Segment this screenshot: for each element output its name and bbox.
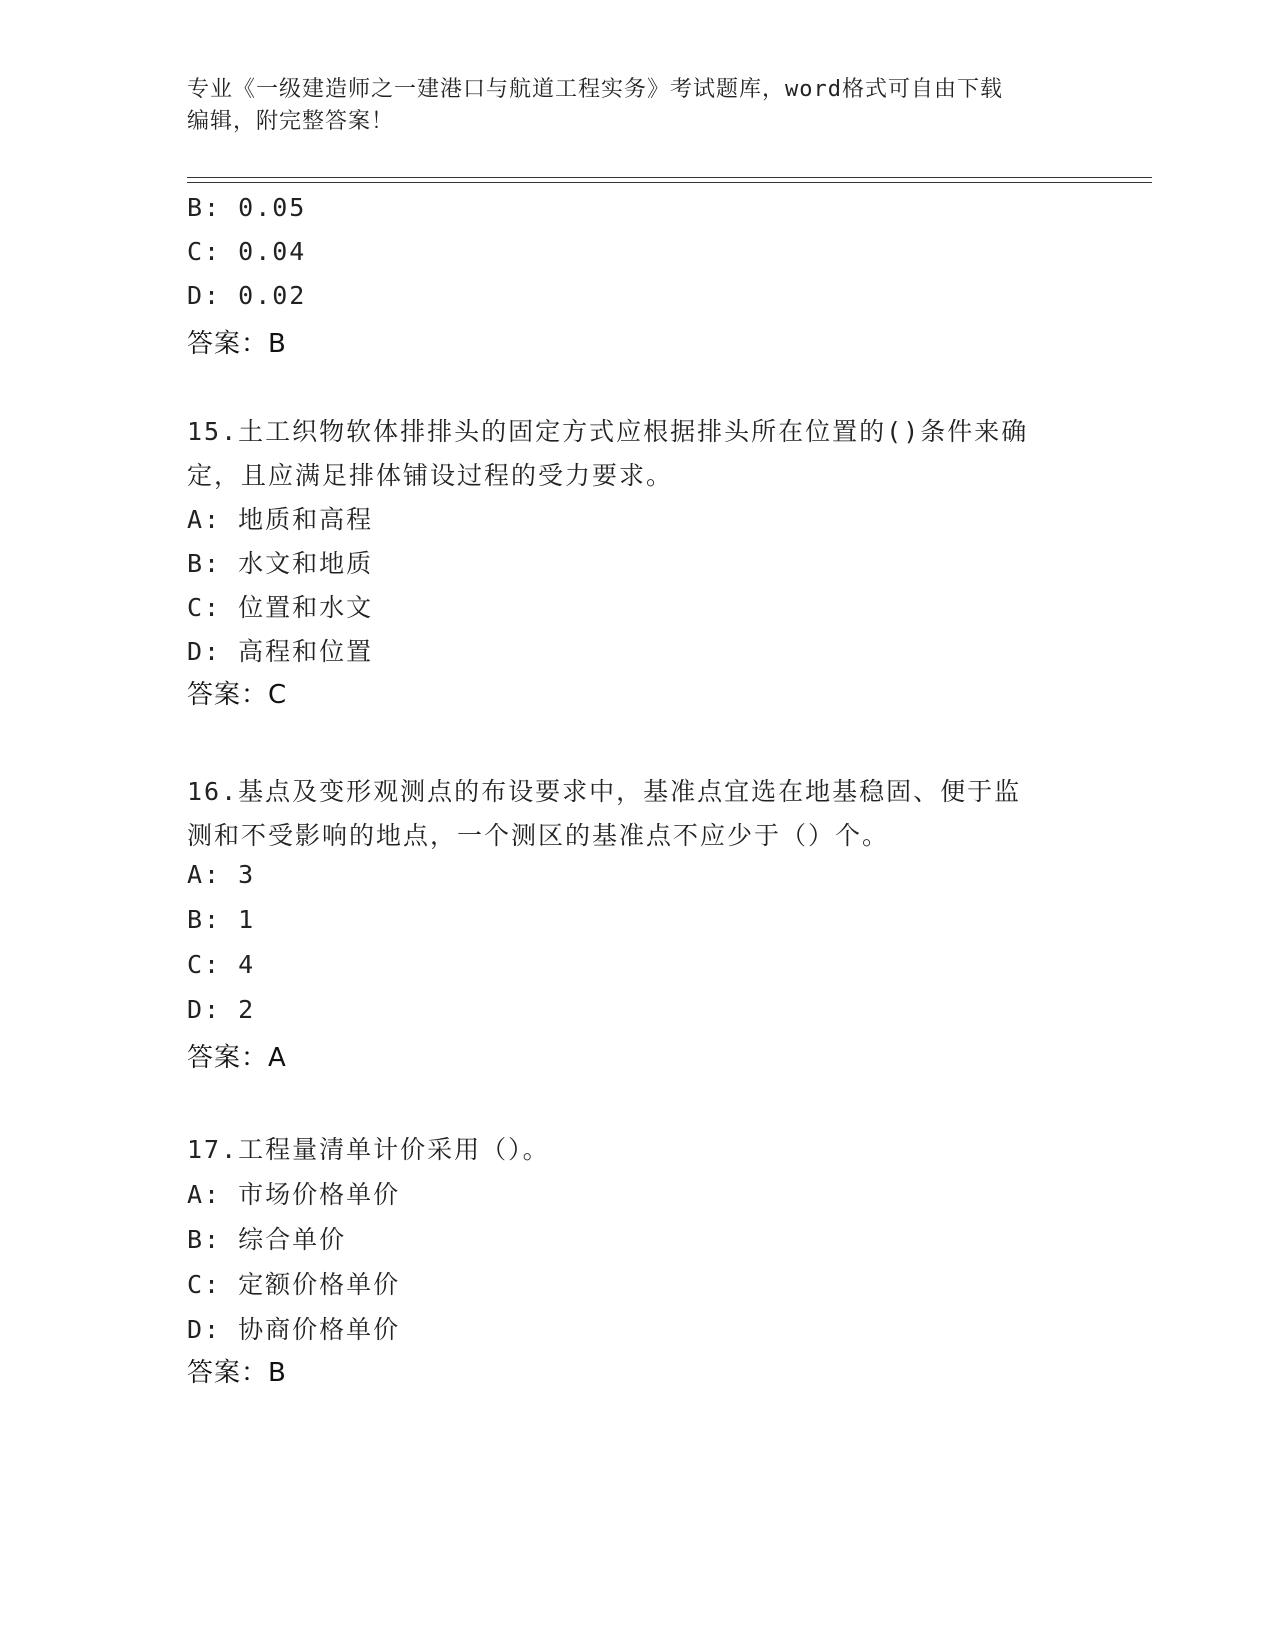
option-d: D: 高程和位置 [187,637,374,666]
option-c: C: 4 [187,950,256,979]
answer-label: 答案：B [187,1358,287,1388]
question-stem-line: 15.土工织物软体排排头的固定方式应根据排头所在位置的()条件来确 [187,417,1029,446]
option-d: D: 0.02 [187,281,307,310]
option-c: C: 位置和水文 [187,593,374,622]
option-b: B: 水文和地质 [187,549,374,578]
question-stem-line: 定，且应满足排体铺设过程的受力要求。 [187,461,674,490]
answer-label: 答案：C [187,680,288,710]
option-b: B: 0.05 [187,193,307,222]
option-d: D: 协商价格单价 [187,1315,401,1344]
option-b: B: 1 [187,905,256,934]
header-line-1: 专业《一级建造师之一建港口与航道工程实务》考试题库，word格式可自由下载 [187,77,1003,102]
option-c: C: 定额价格单价 [187,1270,401,1299]
answer-label: 答案：A [187,1043,287,1073]
question-stem-line: 16.基点及变形观测点的布设要求中，基准点宜选在地基稳固、便于监 [187,777,1022,806]
option-c: C: 0.04 [187,237,307,266]
question-stem-line: 测和不受影响的地点，一个测区的基准点不应少于（）个。 [187,821,890,850]
option-a: A: 3 [187,860,256,889]
option-a: A: 市场价格单价 [187,1180,401,1209]
header-divider-top [187,177,1152,178]
option-d: D: 2 [187,995,256,1024]
question-stem-line: 17.工程量清单计价采用（）。 [187,1135,550,1164]
header-divider-bottom [187,182,1152,183]
header-line-2: 编辑，附完整答案！ [187,109,395,134]
option-a: A: 地质和高程 [187,505,374,534]
document-header [187,74,1067,138]
option-b: B: 综合单价 [187,1225,347,1254]
answer-label: 答案：B [187,329,287,359]
